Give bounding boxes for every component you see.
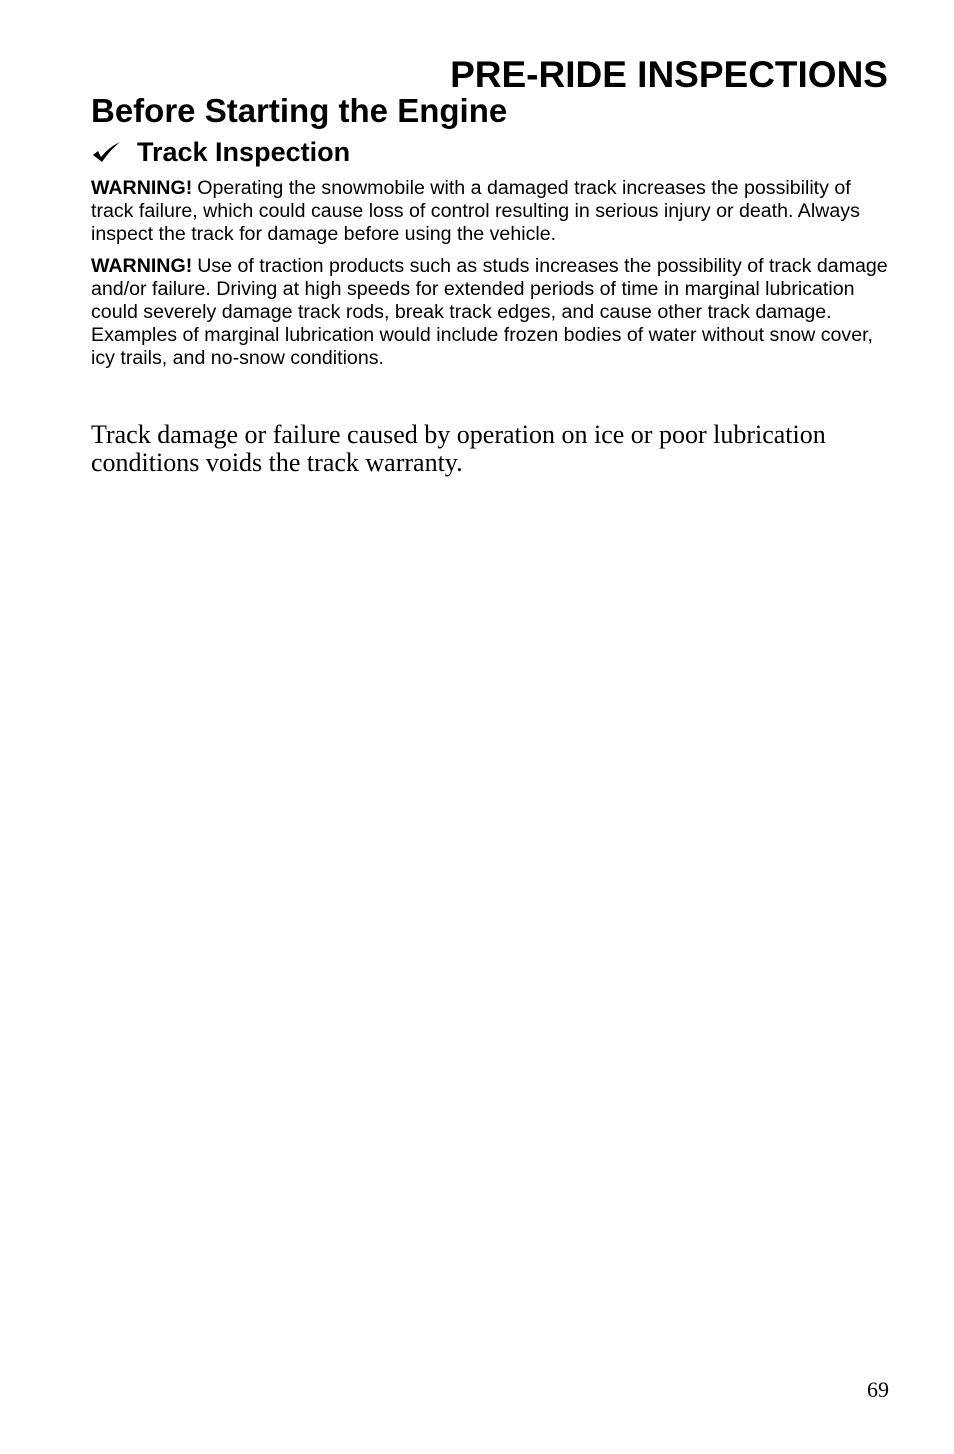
warning-traction-products bbox=[91, 255, 891, 370]
warning-damaged-track bbox=[91, 177, 891, 246]
warning-text: Use of traction products such as studs increases the possibility of track damage and/or failure. Driving at high speeds for extended periods of time in marginal lubrication could severely damage track rods, break track edges, and cause other track damage. Examples of marginal lubrication would include frozen bodies of water without snow cover, icy trails, and no-snow conditions. bbox=[91, 255, 888, 369]
chapter-title: PRE-RIDE INSPECTIONS bbox=[450, 54, 888, 95]
subsection-header bbox=[91, 133, 350, 171]
section-title: Before Starting the Engine bbox=[91, 92, 508, 129]
warning-label: WARNING! bbox=[91, 177, 193, 199]
checkmark-icon bbox=[91, 141, 121, 163]
warning-label: WARNING! bbox=[91, 255, 193, 277]
subsection-title: Track Inspection bbox=[137, 137, 351, 167]
warning-text: Operating the snowmobile with a damaged track increases the possibility of track failure, which could cause loss of control resulting in serious injury or death. Always inspect the track for damage before using the vehicle. bbox=[91, 177, 860, 245]
page-number: 69 bbox=[867, 1377, 889, 1402]
warranty-paragraph: Track damage or failure caused by operation on ice or poor lubrication conditions voids the track warranty. bbox=[91, 420, 826, 477]
